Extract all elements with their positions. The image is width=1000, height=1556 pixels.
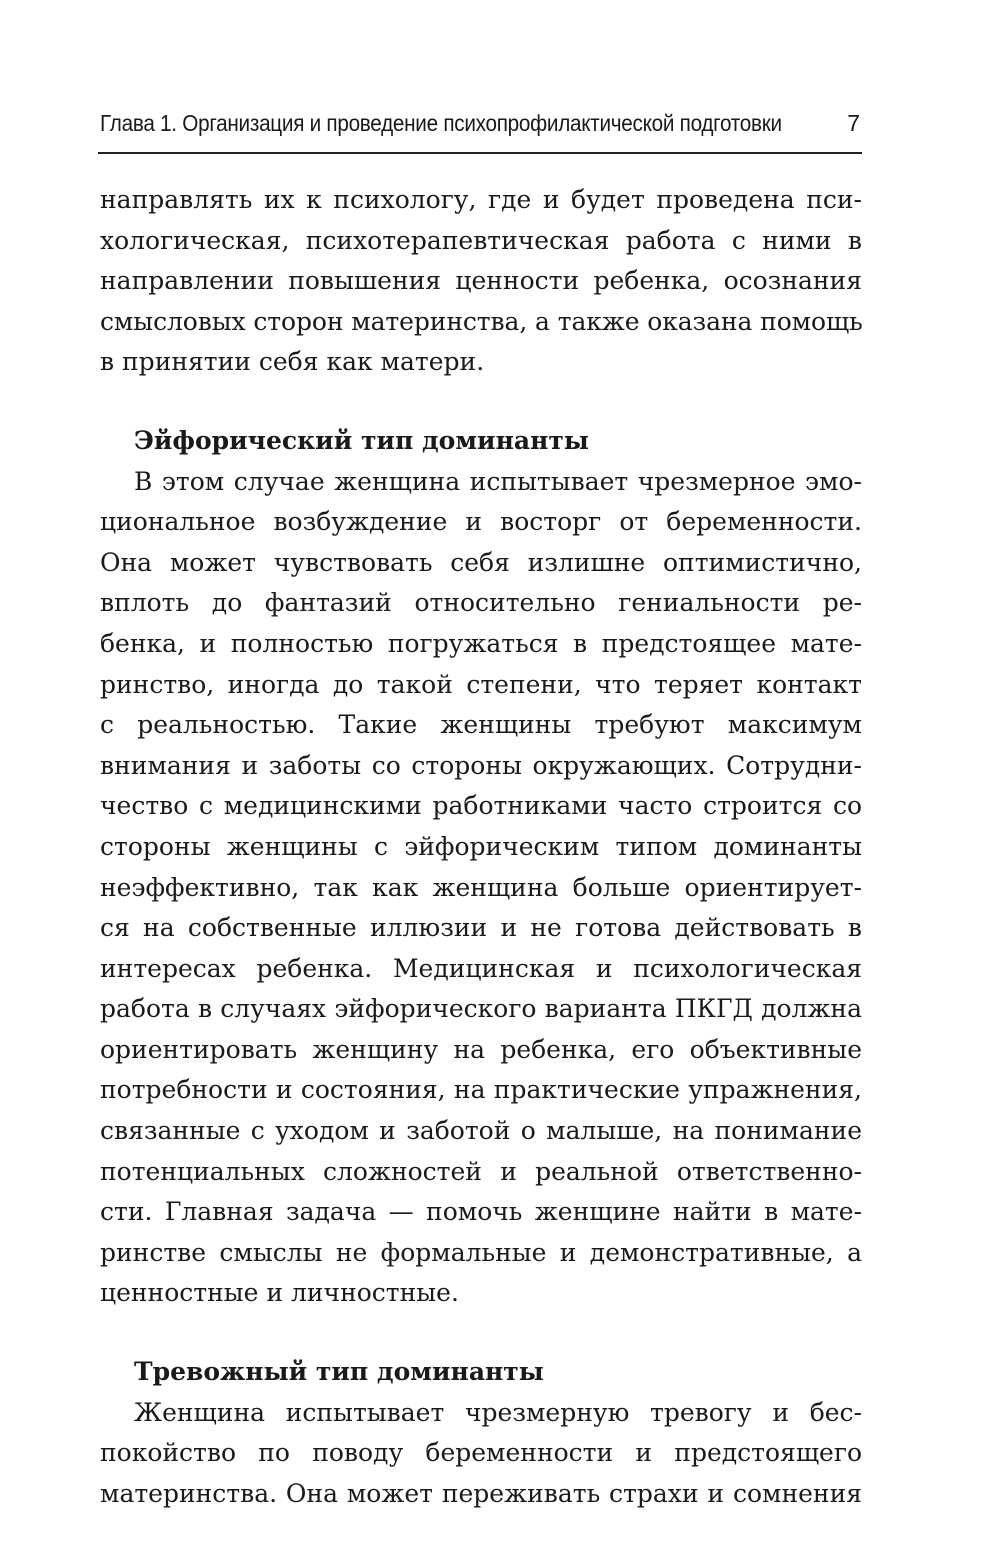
- text-line: интересах ребенка. Медицинская и психологическая: [100, 953, 862, 983]
- text-line: В этом случае женщина испытывает чрезмерное эмо-: [134, 466, 862, 496]
- text-line: ся на собственные иллюзии и не готова действовать в: [100, 913, 862, 943]
- text-line: направлять их к психологу, где и будет проведена пси-: [100, 185, 862, 214]
- section-euphoric: [100, 421, 862, 1314]
- body-text: [100, 180, 862, 1514]
- text-line: сти. Главная задача — помочь женщине найти в мате-: [100, 1197, 862, 1227]
- text-line: с реальностью. Такие женщины требуют максимум: [100, 710, 862, 740]
- text-line: ценностные и личностные.: [100, 1278, 459, 1308]
- section-anxious: [100, 1352, 862, 1514]
- text-line: ринстве смыслы не формальные и демонстративные, а: [100, 1237, 862, 1267]
- text-line: бенка, и полностью погружаться в предстоящее мате-: [100, 628, 862, 658]
- text-line: направлении повышения ценности ребенка, осознания: [100, 266, 862, 296]
- section-heading: Тревожный тип доминанты: [134, 1357, 544, 1387]
- intro-paragraph: [100, 180, 862, 383]
- text-line: стороны женщины с эйфорическим типом доминанты: [100, 831, 862, 861]
- page-number: 7: [847, 110, 860, 136]
- text-line: ориентировать женщину на ребенка, его объективные: [100, 1034, 862, 1064]
- text-line: потребности и состояния, на практические упражнения,: [100, 1075, 862, 1105]
- text-line: хологическая, психотерапевтическая работа с ними в: [100, 225, 862, 255]
- text-line: циональное возбуждение и восторг от беременности.: [100, 507, 862, 537]
- section-heading: Эйфорический тип доминанты: [134, 425, 589, 455]
- text-line: потенциальных сложностей и реальной ответственно-: [100, 1156, 862, 1186]
- running-title: Глава 1. Организация и проведение психопрофилактической подготовки: [100, 110, 782, 136]
- text-line: вплоть до фантазий относительно гениальности ре-: [100, 588, 862, 618]
- text-line: Женщина испытывает чрезмерную тревогу и бес-: [134, 1397, 862, 1427]
- text-line: покойство по поводу беременности и предстоящего: [100, 1438, 862, 1468]
- text-line: смысловых сторон материнства, а также оказана помощь: [100, 306, 863, 336]
- text-line: работа в случаях эйфорического варианта ПКГД должна: [100, 994, 862, 1024]
- running-header: [98, 108, 862, 154]
- text-line: в принятии себя как матери.: [100, 347, 485, 377]
- text-line: неэффективно, так как женщина больше ориентирует-: [100, 872, 862, 902]
- text-line: чество с медицинскими работниками часто строится со: [100, 791, 862, 821]
- text-line: внимания и заботы со стороны окружающих. Сотрудни-: [100, 750, 862, 780]
- text-line: ринство, иногда до такой степени, что теряет контакт: [100, 669, 862, 699]
- text-line: связанные с уходом и заботой о малыше, на понимание: [100, 1116, 862, 1146]
- text-line: Она может чувствовать себя излишне оптимистично,: [100, 547, 862, 577]
- text-line: материнства. Она может переживать страхи и сомнения: [100, 1478, 862, 1508]
